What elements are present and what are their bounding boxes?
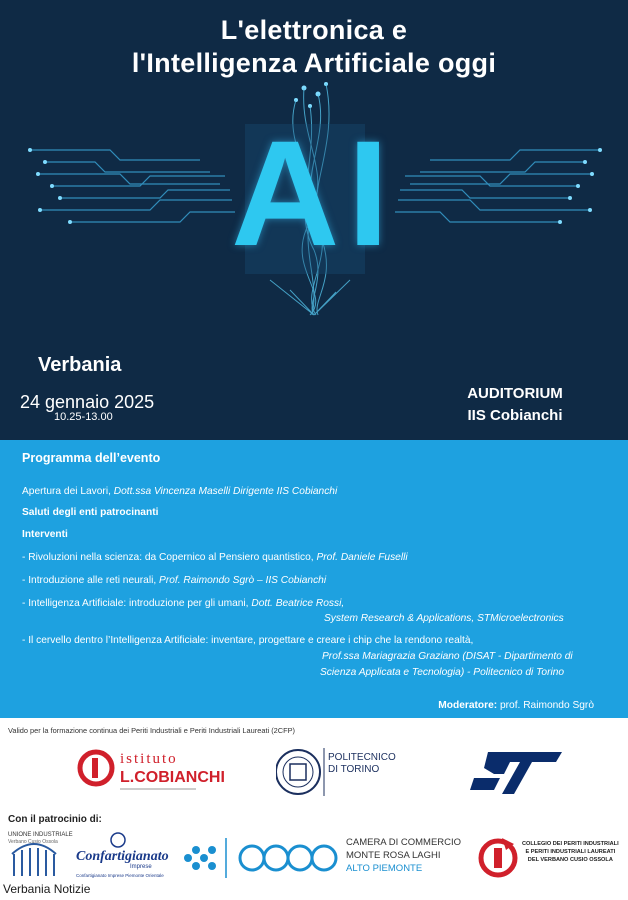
organiser-logos bbox=[0, 742, 628, 804]
ai-graphic-text: AI bbox=[231, 109, 397, 277]
talk-2-text: - Introduzione alle reti neurali, bbox=[22, 575, 160, 586]
cobianchi-name: L.COBIANCHI bbox=[120, 769, 225, 786]
cobianchi-top: istituto bbox=[120, 751, 178, 767]
opening-line bbox=[22, 486, 337, 497]
venue-line-2: IIS Cobianchi bbox=[467, 407, 563, 424]
opening-person: Dott.ssa Vincenza Maselli Dirigente IIS Cobianchi bbox=[113, 486, 338, 497]
validity-note: Valido per la formazione continua dei Periti Industriali e Periti Industriali Laureati (2CFP) bbox=[8, 726, 296, 735]
talk-2 bbox=[22, 575, 326, 586]
talk-4-affiliation: Scienza Applicata e Tecnologia) - Politecnico di Torino bbox=[320, 667, 565, 678]
talk-1-speaker: Prof. Daniele Fuselli bbox=[316, 552, 408, 563]
collegio-line-1: COLLEGIO DEI PERITI INDUSTRIALI bbox=[522, 841, 619, 847]
talk-3-speaker: Dott. Beatrice Rossi, bbox=[251, 598, 345, 609]
ui-line-2: Verbano Cusio Ossola bbox=[8, 839, 58, 845]
collegio-text bbox=[522, 840, 619, 864]
event-city: Verbania bbox=[38, 354, 122, 376]
talk-3-affiliation: System Research & Applications, STMicroelectronics bbox=[324, 613, 564, 624]
camera-line-2: MONTE ROSA LAGHI bbox=[346, 850, 441, 861]
hero-section bbox=[0, 0, 628, 440]
collegio-periti-logo bbox=[478, 832, 522, 882]
talks-heading bbox=[22, 529, 68, 540]
event-title bbox=[0, 14, 628, 80]
polito-line-2: DI TORINO bbox=[328, 764, 380, 775]
talk-4-speaker: Prof.ssa Mariagrazia Graziano (DISAT - Dipartimento di bbox=[322, 651, 573, 662]
talk-2-speaker: Prof. Raimondo Sgrò – IIS Cobianchi bbox=[159, 575, 327, 586]
confartigianato-logo bbox=[72, 828, 172, 888]
confart-name: Confartigianato bbox=[76, 849, 169, 864]
collegio-line-2: E PERITI INDUSTRIALI LAUREATI bbox=[525, 849, 616, 855]
talk-1 bbox=[22, 552, 408, 563]
talk-3-text: - Intelligenza Artificiale: introduzione per gli umani, bbox=[22, 598, 252, 609]
talk-1-text: - Rivoluzioni nella scienza: da Copernico al Pensiero quantistico, bbox=[22, 552, 317, 563]
ui-line-1: UNIONE INDUSTRIALE bbox=[8, 832, 73, 838]
confart-sub-1: Imprese bbox=[130, 864, 152, 870]
greetings-line bbox=[22, 507, 158, 518]
title-line-2: l'Intelligenza Artificiale oggi bbox=[131, 48, 497, 78]
moderator-label: Moderatore: bbox=[438, 700, 498, 711]
opening-prefix: Apertura dei Lavori, bbox=[22, 486, 114, 497]
programme-heading: Programma dell’evento bbox=[22, 451, 161, 465]
camera-text bbox=[346, 836, 461, 875]
event-venue bbox=[440, 383, 590, 427]
politecnico-logo bbox=[276, 744, 416, 800]
patronage-label: Con il patrocinio di: bbox=[8, 814, 102, 825]
confart-sub-2: Confartigianato Imprese Piemonte Orientale bbox=[76, 873, 164, 878]
talks-heading-text: Interventi bbox=[22, 529, 68, 540]
collegio-line-3: DEL VERBANO CUSIO OSSOLA bbox=[527, 857, 613, 863]
greetings-text: Saluti degli enti patrocinanti bbox=[22, 507, 159, 518]
title-line-1: L'elettronica e bbox=[220, 15, 408, 45]
moderator-name: prof. Raimondo Sgrò bbox=[497, 700, 594, 711]
camera-commercio-logo bbox=[176, 828, 366, 888]
st-logo bbox=[470, 748, 570, 798]
talk-4-text: - Il cervello dentro l’Intelligenza Artificiale: inventare, progettare e creare i chip che la rendono realtà, bbox=[22, 635, 474, 646]
camera-line-3: ALTO PIEMONTE bbox=[346, 863, 423, 874]
event-date: 24 gennaio 2025 bbox=[20, 392, 155, 412]
source-watermark: Verbania Notizie bbox=[3, 882, 91, 896]
st-text: ST bbox=[470, 748, 472, 749]
polito-line-1: POLITECNICO bbox=[328, 752, 396, 763]
camera-line-1: CAMERA DI COMMERCIO bbox=[346, 837, 462, 848]
talk-4 bbox=[22, 635, 473, 646]
venue-line-1: AUDITORIUM bbox=[467, 385, 563, 402]
cobianchi-logo bbox=[76, 744, 226, 800]
moderator-line bbox=[438, 700, 594, 711]
talk-3 bbox=[22, 598, 344, 609]
patron-logos bbox=[0, 826, 628, 896]
event-time: 10.25-13.00 bbox=[54, 411, 113, 423]
programme-panel bbox=[0, 440, 628, 718]
unione-industriale-logo bbox=[6, 828, 76, 888]
